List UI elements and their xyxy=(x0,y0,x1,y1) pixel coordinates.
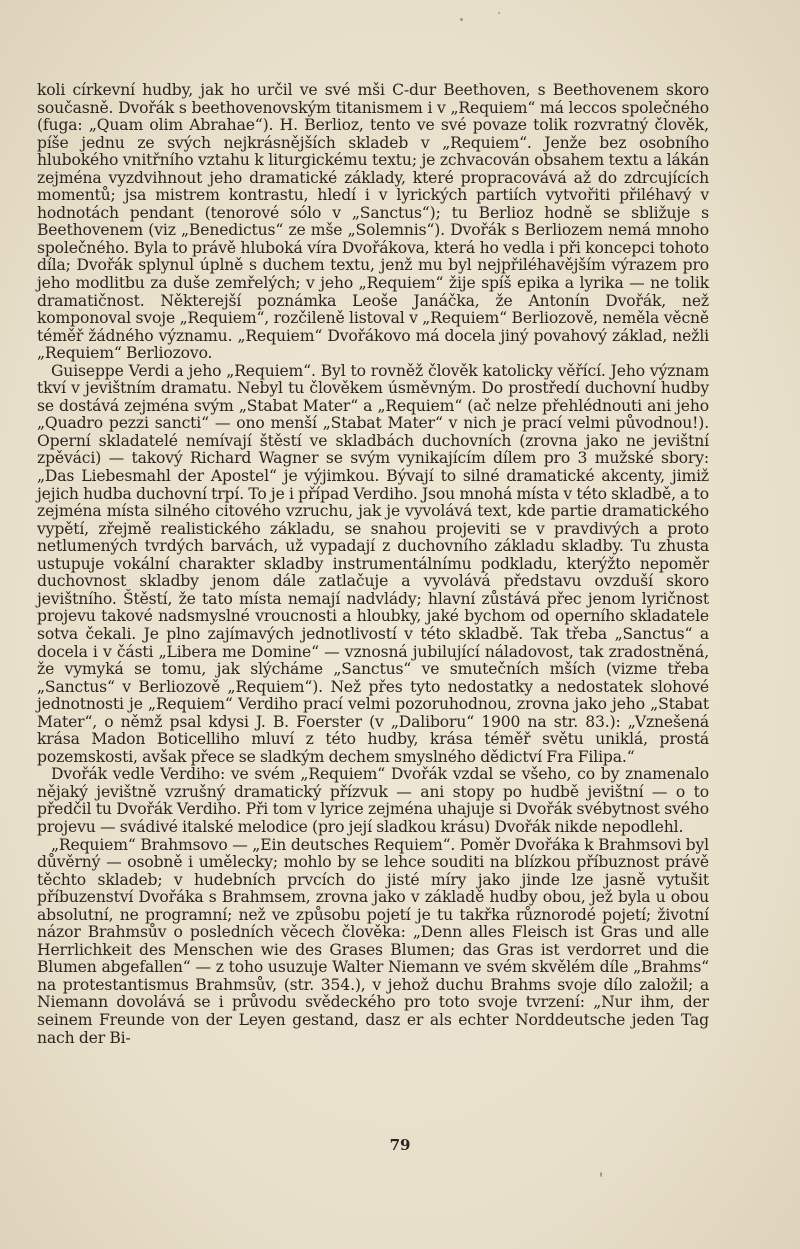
body-text xyxy=(37,82,709,1047)
paper-speck xyxy=(460,18,463,21)
page-number: 79 xyxy=(389,1136,411,1154)
paper-speck xyxy=(498,12,500,14)
paragraph-1: koli církevní hudby, jak ho určil ve své mši C-dur Beethoven, s Beethovenem skoro současně. Dvořák s beethovenovským titanismem i v „Requiem“ má leccos společného (fuga: „Quam olim Abrahae“). H. Berlioz, tento ve své povaze tolik rozvratný člověk, píše jednu ze svých nejkrásnějších skladeb v „Requiem“. Jenže bez osobního hlubokého vnitřního vztahu k liturgickému textu; je zchvacován obsahem textu a lákán zejména vyzdvihnout jeho dramatické základy, které propracovává až do zdrcujících momentů; jsa mistrem kontrastu, hledí i v lyrických partiích vytvořiti přiléhavý v hodnotách pendant (tenorové sólo v „Sanctus“); tu Berlioz hodně se sbližuje s Beethovenem (viz „Benedictus“ ze mše „Solemnis“). Dvořák s Berliozem nemá mnoho společného. Byla to právě hluboká víra Dvořákova, která ho vedla i při koncepci tohoto díla; Dvořák splynul úplně s duchem textu, jenž mu byl nejpřiléhavějším výrazem pro jeho modlitbu za duše zemřelých; v jeho „Requiem“ žije spíš epika a lyrika — ne tolik dramatičnost. Některejší poznámka Leoše Janáčka, že Antonín Dvořák, než komponoval svoje „Requiem“, rozčileně listoval v „Requiem“ Berliozově, neměla věcně téměř žádného významu. „Requiem“ Dvořákovo má docela jiný povahový základ, nežli „Requiem“ Berliozovo. xyxy=(37,81,709,363)
paper-speck xyxy=(600,1172,602,1177)
paragraph-3: Dvořák vedle Verdiho: ve svém „Requiem“ Dvořák vzdal se všeho, co by znamenalo nějaký jevištně vzrušný dramatický přízvuk — ani stopy po hudbě jevištní — o to předčil tu Dvořák Verdiho. Při tom v lyrice zejména uhajuje si Dvořák svébytnost svého projevu — svádivé italské melodice (pro její sladkou krásu) Dvořák nikde nepodlehl. xyxy=(37,765,709,836)
paragraph-2: Guiseppe Verdi a jeho „Requiem“. Byl to rovněž člověk katolicky věřící. Jeho význam tkví v jevištním dramatu. Nebyl tu člověkem úsměvným. Do prostředí duchovní hudby se dostává zejména svým „Stabat Mater“ a „Requiem“ (ač nelze přehlédnouti ani jeho „Quadro pezzi sancti“ — ono menší „Stabat Mater“ v nich je prací velmi původnou!). Operní skladatelé nemívají štěstí ve skladbách duchovních (zrovna jako ne jevištní zpěváci) — takový Richard Wagner se svým vynikajícím dílem pro 3 mužské sbory: „Das Liebesmahl der Apostel“ je výjimkou. Bývají to silné dramatické akcenty, jimiž jejich hudba duchovní trpí. To je i případ Verdiho. Jsou mnohá místa v této skladbě, a to zejména místa silného citového vzruchu, jak je vyvolává text, kde partie dramatického vypětí, zřejmě realistického základu, se snahou projeviti se v pravdivých a proto netlumených tvrdých barvách, už vypadají z duchovního základu skladby. Tu zhusta ustupuje vokální charakter skladby instrumentálnímu podkladu, kterýžto nepoměr duchovnost skladby jenom dále zatlačuje a vyvolává představu ovzduší skoro jevištního. Štěstí, že tato místa nemají nadvlády; hlavní zůstává přec jenom lyričnost projevu takové nadsmyslné vroucnosti a hloubky, jaké bychom od operního skladatele sotva čekali. Je plno zajímavých jednotlivostí v této skladbě. Tak třeba „Sanctus“ a docela i v části „Libera me Domine“ — vznosná jubilující náladovost, tak zradostněná, že vymyká se tomu, jak slýcháme „Sanctus“ ve smutečních mších (vizme třeba „Sanctus“ v Berliozově „Requiem“). Než přes tyto nedostatky a nedostatek slohové jednotnosti je „Requiem“ Verdiho prací velmi pozoruhodnou, zrovna jako jeho „Stabat Mater“, o němž psal kdysi J. B. Foerster (v „Daliboru“ 1900 na str. 83.): „Vznešená krása Madon Boticelliho mluví z této hudby, krása téměř světu uniklá, prostá pozemskosti, avšak přece se sladkým dechem smyslného dědictví Fra Filipa.“ xyxy=(37,361,709,766)
paragraph-4: „Requiem“ Brahmsovo — „Ein deutsches Requiem“. Poměr Dvořáka k Brahmsovi byl důvěrný — osobně i umělecky; mohlo by se lehce souditi na blízkou příbuznost právě těchto skladeb; v hudebních prvcích do jisté míry jako jinde lze jasně vytušit příbuzenství Dvořáka s Brahmsem, zrovna jako v základě hudby obou, jež byla u obou absolutní, ne programní; než ve způsobu pojetí je tu takřka různorodé pojetí; životní názor Brahmsův o posledních věcech člověka: „Denn alles Fleisch ist Gras und alle Herrlichkeit des Menschen wie des Grases Blumen; das Gras ist verdorret und die Blumen abgefallen“ — z toho usuzuje Walter Niemann ve svém skvělém díle „Brahms“ na protestantismus Brahmsův, (str. 354.), v jehož duchu Brahms svoje dílo založil; a Niemann dovolává se i průvodu svědeckého pro toto svoje tvrzení: „Nur ihm, der seinem Freunde von der Leyen gestand, dasz er als echter Norddeutsche jeden Tag nach der Bi- xyxy=(37,835,709,1047)
